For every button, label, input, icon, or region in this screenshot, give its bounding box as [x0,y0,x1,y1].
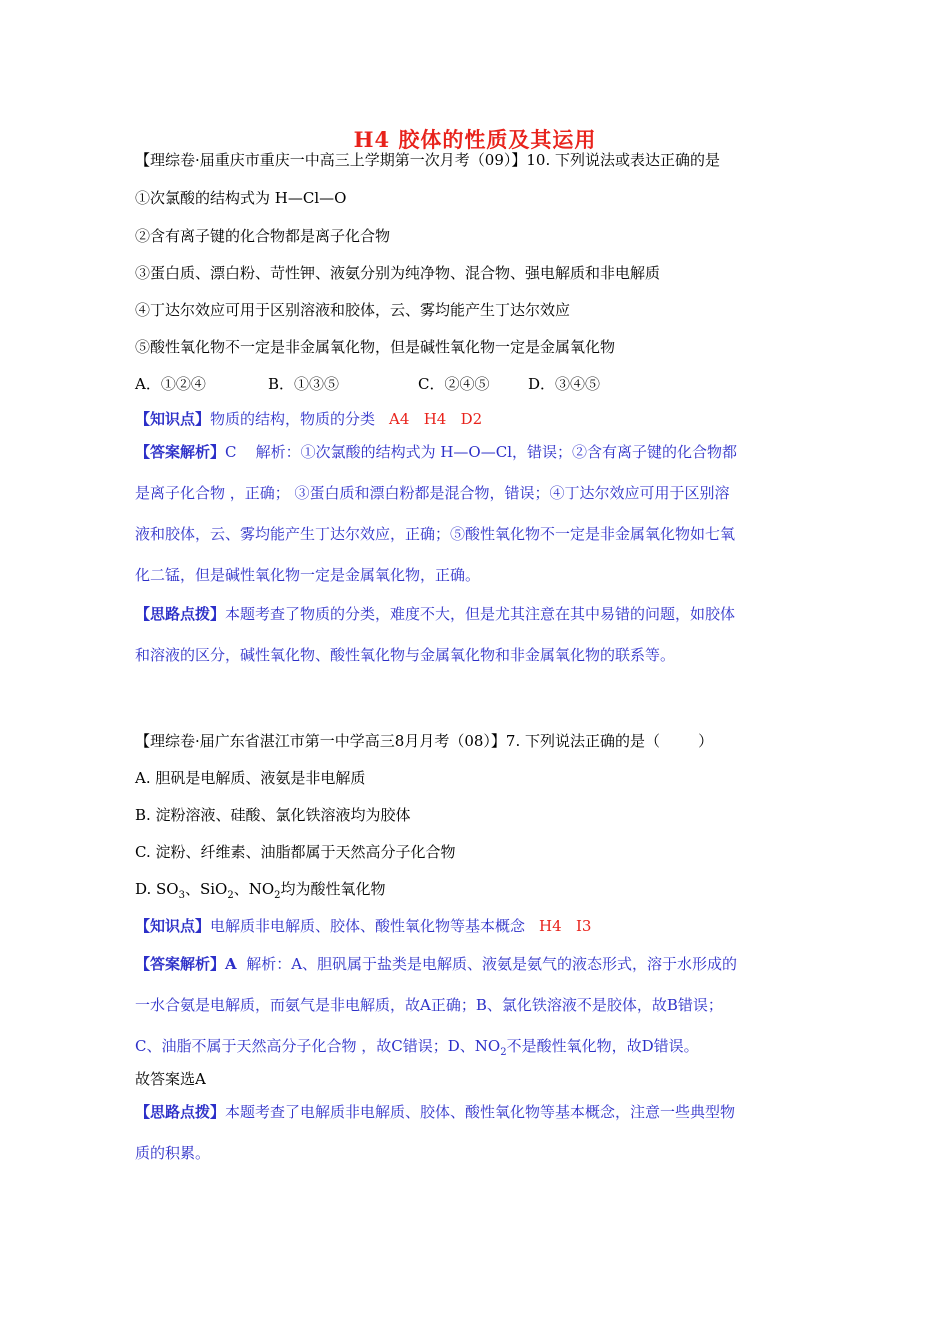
q1-knowledge-text: 物质的结构，物质的分类 [210,410,376,428]
q1-knowledge [135,409,482,429]
q1-answer-line-3: 液和胶体，云、雾均能产生丁达尔效应，正确；⑤酸性氧化物不一定是非金属氧化物如七氧 [135,525,736,543]
q1-tip-line-1 [135,604,735,624]
q1-knowledge-label: 【知识点】 [135,410,211,428]
q2-source: 【理综卷·届广东省湛江市第一中学高三8月月考（08）】7. 下列说法正确的是（ ） [135,732,714,750]
q2-answer-label: 【答案解析】 [135,955,226,973]
q1-option-c: C．②④⑤ [418,375,490,393]
q2-item-d-part-4: 均为酸性氧化物 [280,880,386,898]
q2-knowledge-text: 电解质非电解质、胶体、酸性氧化物等基本概念 [210,917,526,935]
q2-answer-line-2: 一水合氨是电解质，而氨气是非电解质，故A正确；B、氯化铁溶液不是胶体，故B错误； [135,996,723,1014]
q2-answer-text-3a: C、油脂不属于天然高分子化合物 ，故C错误；D、NO [135,1037,501,1055]
q1-item-3: ③蛋白质、漂白粉、苛性钾、液氨分别为纯净物、混合物、强电解质和非电解质 [135,264,661,282]
q2-answer-choice: A [225,955,237,973]
q1-tip-label: 【思路点拨】 [135,605,226,623]
q1-item-2: ②含有离子键的化合物都是离子化合物 [135,227,391,245]
subscript: 3 [178,890,185,901]
q2-item-d-part-2: 、SiO [184,880,228,898]
q1-answer-text-1: C 解析：①次氯酸的结构式为 H—O—Cl，错误；②含有离子键的化合物都 [225,443,737,461]
q1-answer-line-4: 化二锰，但是碱性氧化物一定是金属氧化物，正确。 [135,566,481,584]
q2-item-c: C. 淀粉、纤维素、油脂都属于天然高分子化合物 [135,843,456,861]
q2-item-d [135,879,386,906]
q2-item-b: B. 淀粉溶液、硅酸、氯化铁溶液均为胶体 [135,806,411,824]
q1-option-d: D．③④⑤ [528,375,601,393]
q2-item-a: A. 胆矾是电解质、液氨是非电解质 [135,769,366,787]
q2-knowledge-codes: H4 I3 [539,917,592,935]
q1-item-5: ⑤酸性氧化物不一定是非金属氧化物，但是碱性氧化物一定是金属氧化物 [135,338,616,356]
q2-answer-text-1: 解析：A、胆矾属于盐类是电解质、液氨是氨气的液态形式，溶于水形成的 [236,955,738,973]
q1-answer-label: 【答案解析】 [135,443,226,461]
q1-tip-text-1: 本题考查了物质的分类，难度不大，但是尤其注意在其中易错的问题，如胶体 [225,605,736,623]
q2-item-d-part-1: D. SO [135,880,179,898]
q2-item-d-part-3: 、NO [233,880,275,898]
q2-tip-label: 【思路点拨】 [135,1103,226,1121]
q1-option-b: B．①③⑤ [268,375,340,393]
q2-knowledge-label: 【知识点】 [135,917,211,935]
q2-answer-line-1 [135,954,737,974]
q1-answer-line-2: 是离子化合物 ，正确； ③蛋白质和漂白粉都是混合物，错误；④丁达尔效应可用于区别溶 [135,484,730,502]
q2-conclusion: 故答案选A [135,1070,206,1088]
q1-options [135,374,600,394]
q1-source: 【理综卷·届重庆市重庆一中高三上学期第一次月考（09）】10. 下列说法或表达正确的是 [135,151,720,169]
q2-tip-line-1 [135,1102,735,1122]
q2-knowledge [135,916,591,936]
q2-tip-text-1: 本题考查了电解质非电解质、胶体、酸性氧化物等基本概念，注意一些典型物 [225,1103,736,1121]
q1-knowledge-codes: A4 H4 D2 [389,410,483,428]
q2-tip-line-2: 质的积累。 [135,1144,211,1162]
q1-answer-line-1 [135,442,737,462]
q2-answer-text-3b: 不是酸性氧化物，故D错误。 [506,1037,699,1055]
subscript: 2 [500,1047,507,1058]
q2-answer-line-3 [135,1036,699,1063]
page-title: H4 胶体的性质及其运用 [353,127,597,152]
q1-tip-line-2: 和溶液的区分，碱性氧化物、酸性氧化物与金属氧化物和非金属氧化物的联系等。 [135,646,676,664]
q1-item-1: ①次氯酸的结构式为 H—Cl—O [135,189,347,207]
q1-option-a: A．①②④ [135,375,206,393]
subscript: 2 [274,890,281,901]
q1-item-4: ④丁达尔效应可用于区别溶液和胶体，云、雾均能产生丁达尔效应 [135,301,571,319]
subscript: 2 [227,890,234,901]
